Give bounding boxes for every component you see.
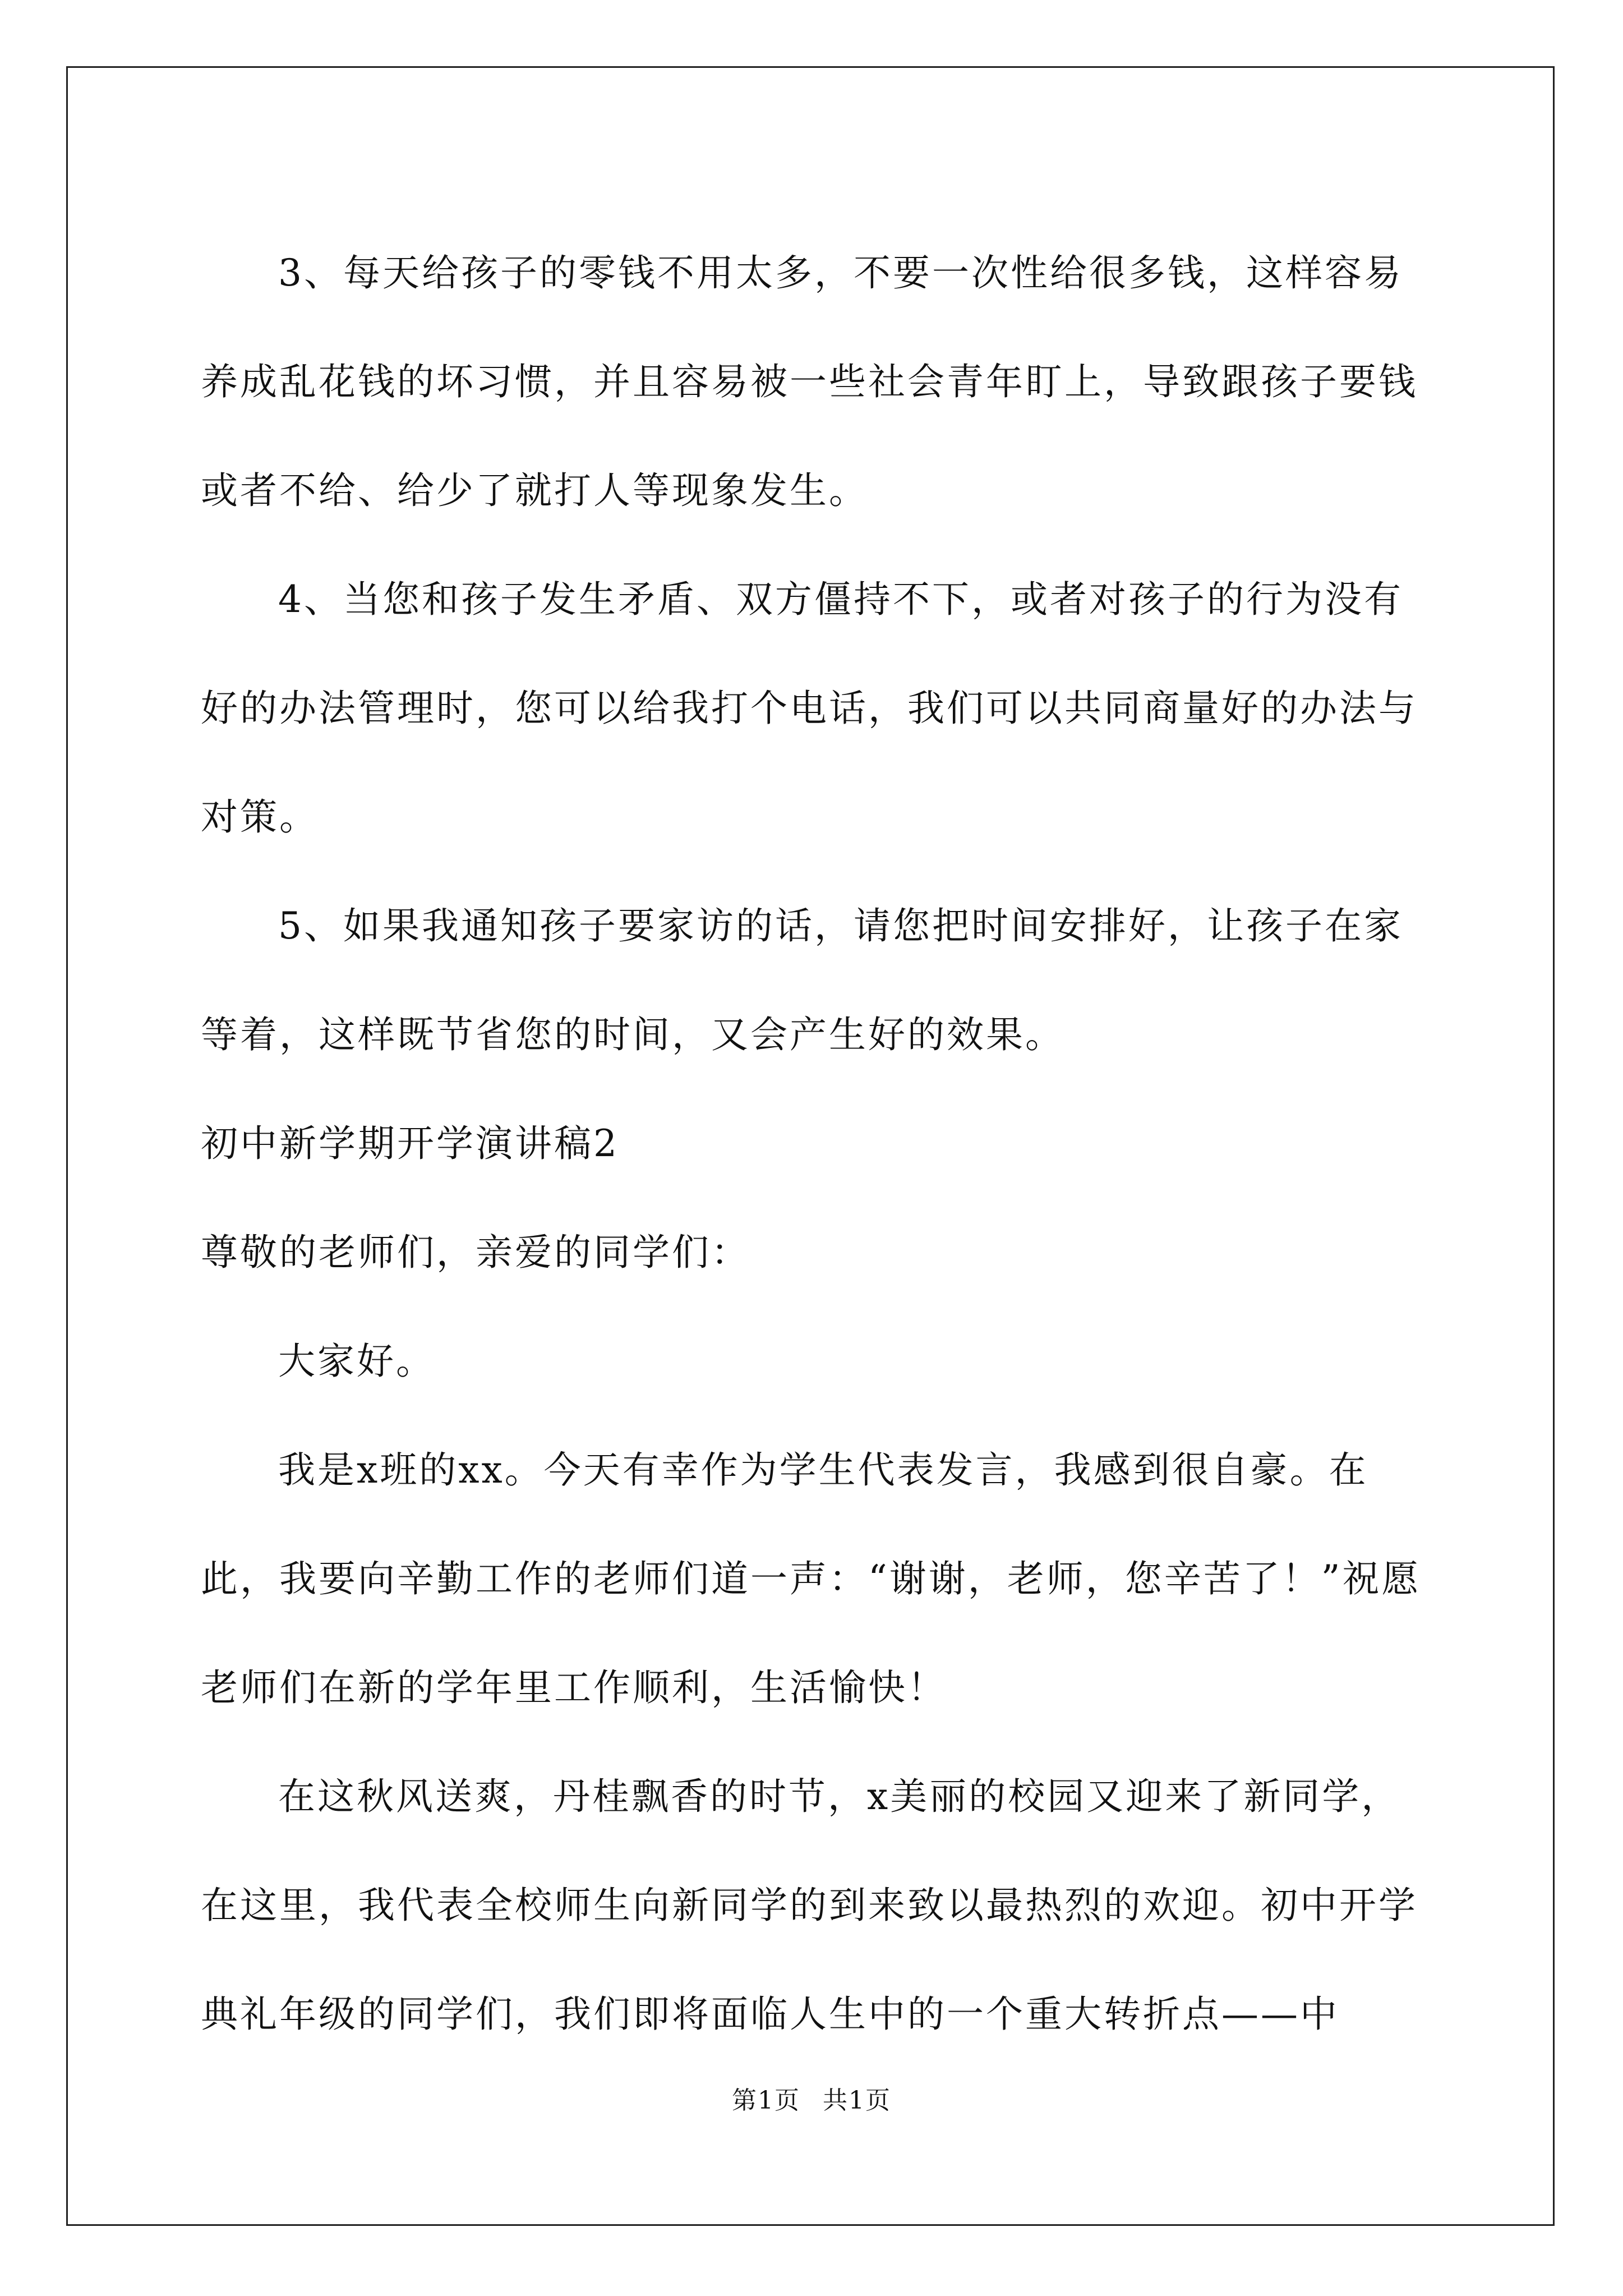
document-body <box>201 219 1429 2069</box>
page-total: 共1页 <box>823 2086 891 2115</box>
paragraph-item-3: 3、每天给孩子的零钱不用太多，不要一次性给很多钱，这样容易养成乱花钱的坏习惯，并且容易被一些社会青年盯上，导致跟孩子要钱或者不给、给少了就打人等现象发生。 <box>201 251 1418 512</box>
salutation: 尊敬的老师们，亲爱的同学们： <box>201 1231 750 1274</box>
paragraph-introduction: 我是x班的xx。今天有幸作为学生代表发言，我感到很自豪。在此，我要向辛勤工作的老师们道一声：“谢谢，老师，您辛苦了！”祝愿老师们在新的学年里工作顺利，生活愉快！ <box>201 1448 1421 1709</box>
paragraph-welcome: 在这秋风送爽，丹桂飘香的时节，x美丽的校园又迎来了新同学，在这里，我代表全校师生向新同学的到来致以最热烈的欢迎。初中开学典礼年级的同学们，我们即将面临人生中的一个重大转折点——中 <box>201 1775 1418 2036</box>
page-number: 第1页 <box>732 2086 800 2115</box>
page-footer <box>0 2080 1623 2116</box>
paragraph-item-5: 5、如果我通知孩子要家访的话，请您把时间安排好，让孩子在家等着，这样既节省您的时间，又会产生好的效果。 <box>201 904 1403 1056</box>
paragraph-item-4: 4、当您和孩子发生矛盾、双方僵持不下，或者对孩子的行为没有好的办法管理时，您可以给我打个电话，我们可以共同商量好的办法与对策。 <box>201 578 1418 839</box>
greeting: 大家好。 <box>278 1340 435 1383</box>
section-title: 初中新学期开学演讲稿2 <box>201 1122 619 1165</box>
